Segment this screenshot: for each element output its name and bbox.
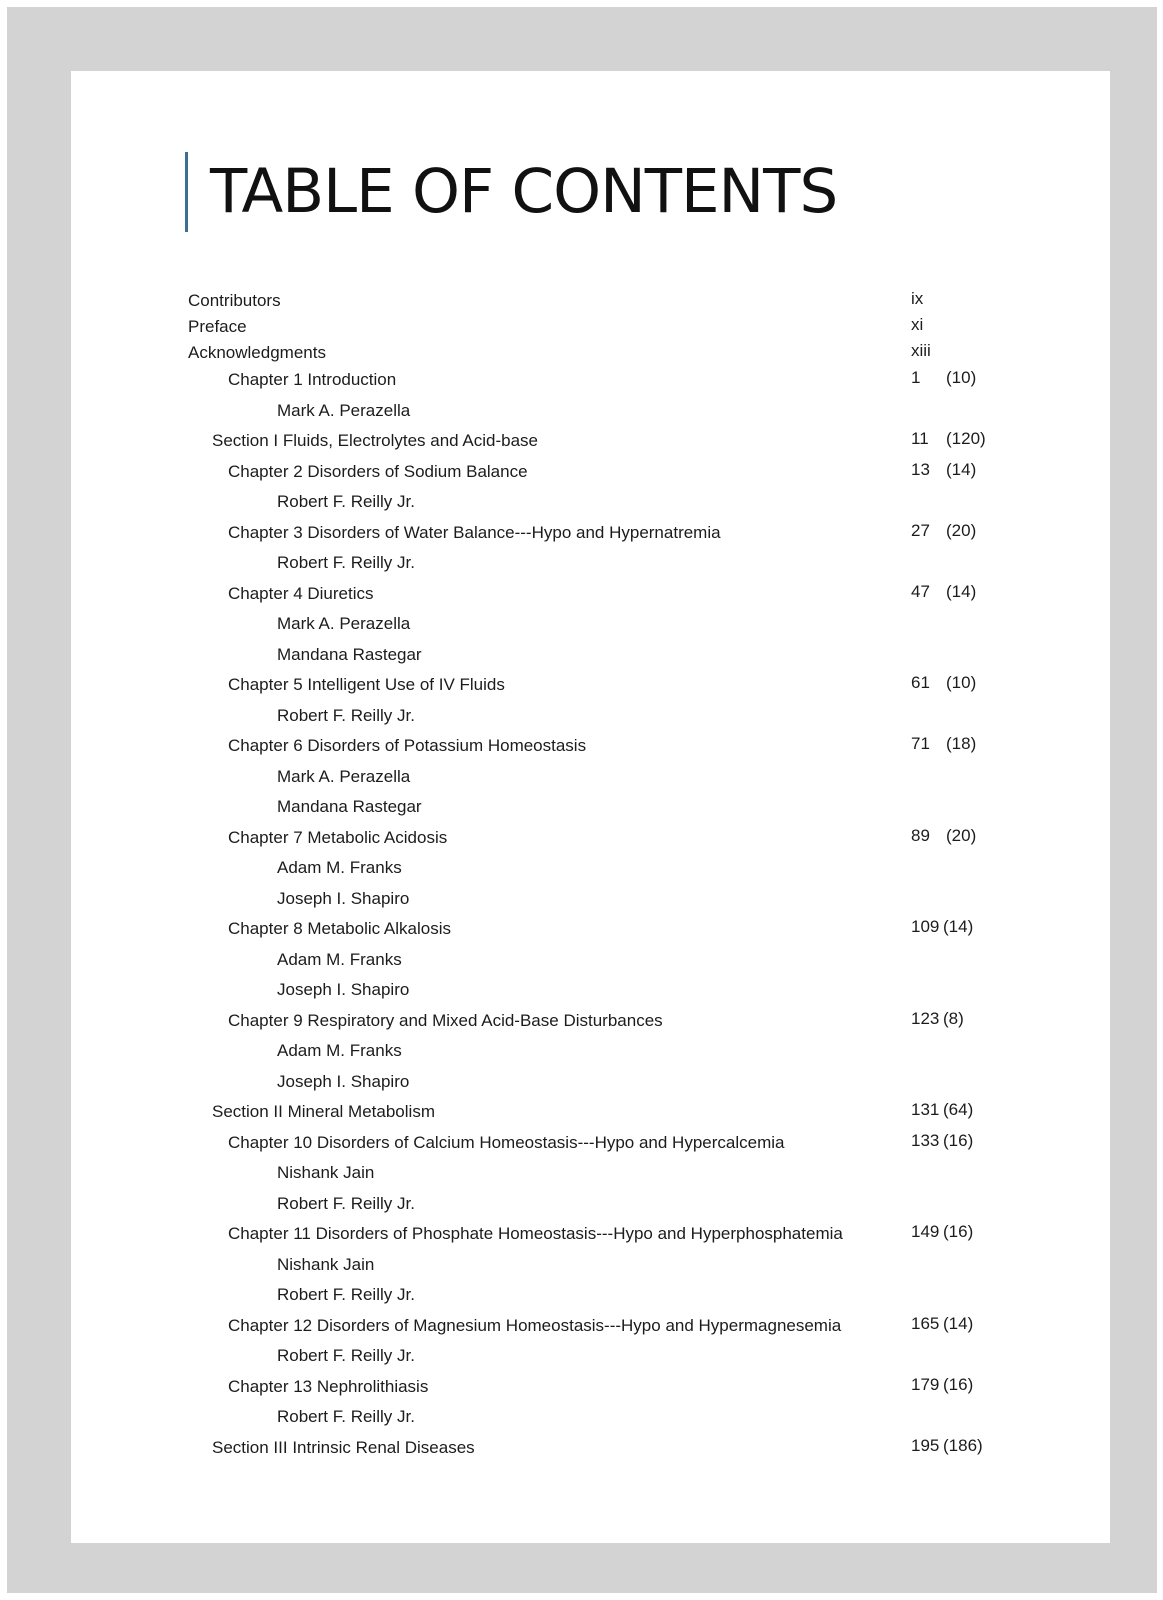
toc-page-count: (64) xyxy=(943,1100,974,1119)
toc-page-count: (14) xyxy=(943,1313,974,1333)
toc-author-entry xyxy=(71,1281,1110,1311)
toc-chapter-entry xyxy=(71,915,1110,945)
toc-chapter-entry xyxy=(71,732,1110,762)
toc-entry-label: Chapter 11 Disorders of Phosphate Homeostasis---Hypo and Hyperphosphatemia xyxy=(228,1224,843,1243)
toc-page-number: 195 xyxy=(911,1435,940,1455)
document-page xyxy=(71,71,1110,1543)
toc-page-number: xi xyxy=(911,315,924,334)
toc-entry-label: Chapter 12 Disorders of Magnesium Homeostasis---Hypo and Hypermagnesemia xyxy=(228,1315,842,1335)
toc-page-number: 179 xyxy=(911,1374,940,1394)
toc-entry-label: Joseph I. Shapiro xyxy=(277,980,410,999)
toc-chapter-entry xyxy=(71,824,1110,854)
toc-chapter-entry xyxy=(71,1312,1110,1342)
toc-entry-label: Mandana Rastegar xyxy=(277,644,422,664)
toc-entry-label: Robert F. Reilly Jr. xyxy=(277,705,415,725)
toc-page-number: 61 xyxy=(911,673,930,692)
toc-entry-label: Chapter 2 Disorders of Sodium Balance xyxy=(228,461,528,481)
toc-chapter-entry xyxy=(71,458,1110,488)
toc-author-entry xyxy=(71,946,1110,976)
toc-page-number: 11 xyxy=(911,429,929,448)
toc-entry-label: Adam M. Franks xyxy=(277,858,402,877)
toc-entry-label: Robert F. Reilly Jr. xyxy=(277,1407,415,1426)
title-accent-bar xyxy=(185,152,188,232)
toc-author-entry xyxy=(71,976,1110,1006)
toc-entry-label: Chapter 8 Metabolic Alkalosis xyxy=(228,919,452,938)
toc-entry-label: Chapter 3 Disorders of Water Balance---Hypo and Hypernatremia xyxy=(228,522,721,542)
toc-chapter-entry xyxy=(71,1129,1110,1159)
toc-page-count: (14) xyxy=(943,917,974,936)
toc-page-number: 133 xyxy=(911,1130,940,1150)
toc-entry-label: Chapter 1 Introduction xyxy=(228,370,397,389)
toc-entry-label: Chapter 6 Disorders of Potassium Homeostasis xyxy=(228,736,587,755)
toc-entry-label: Section I Fluids, Electrolytes and Acid-base xyxy=(212,431,538,450)
toc-author-entry xyxy=(71,763,1110,793)
toc-chapter-entry xyxy=(71,1007,1110,1037)
toc-author-entry xyxy=(71,1251,1110,1281)
toc-page-number: 123 xyxy=(911,1008,940,1028)
toc-page-number: 47 xyxy=(911,581,930,601)
toc-entry-label: Mark A. Perazella xyxy=(277,400,411,420)
table-of-contents xyxy=(71,287,1110,1540)
toc-page-count: (186) xyxy=(943,1435,983,1455)
page-title: TABLE OF CONTENTS xyxy=(210,156,838,227)
toc-chapter-entry xyxy=(71,1373,1110,1403)
toc-page-count: (14) xyxy=(946,581,977,601)
toc-author-entry xyxy=(71,549,1110,579)
toc-entry-label: Chapter 10 Disorders of Calcium Homeostasis---Hypo and Hypercalcemia xyxy=(228,1132,785,1152)
toc-entry-label: Robert F. Reilly Jr. xyxy=(277,1285,415,1304)
toc-page-number: 1 xyxy=(911,368,921,387)
toc-section-entry xyxy=(71,1434,1110,1464)
toc-page-count: (10) xyxy=(946,673,977,692)
toc-page-count: (20) xyxy=(946,520,977,540)
toc-page-count: (16) xyxy=(943,1222,974,1241)
toc-page-count: (16) xyxy=(943,1374,974,1394)
toc-entry-label: Mark A. Perazella xyxy=(277,614,411,633)
toc-author-entry xyxy=(71,1342,1110,1372)
toc-entry-label: Mark A. Perazella xyxy=(277,766,411,786)
toc-entry-label: Robert F. Reilly Jr. xyxy=(277,1346,415,1365)
toc-author-entry xyxy=(71,1068,1110,1098)
toc-entry-label: Acknowledgments xyxy=(188,343,326,362)
toc-page-number: 89 xyxy=(911,825,930,845)
toc-chapter-entry xyxy=(71,1220,1110,1250)
toc-entry-label: Adam M. Franks xyxy=(277,1041,402,1060)
toc-author-entry xyxy=(71,1190,1110,1220)
toc-author-entry xyxy=(71,397,1110,427)
toc-entry-label: Joseph I. Shapiro xyxy=(277,888,410,908)
toc-chapter-entry xyxy=(71,366,1110,396)
toc-page-number: 71 xyxy=(911,734,930,753)
toc-chapter-entry xyxy=(71,671,1110,701)
toc-entry-label: Nishank Jain xyxy=(277,1163,375,1182)
toc-author-entry xyxy=(71,641,1110,671)
toc-author-entry xyxy=(71,854,1110,884)
toc-section-entry xyxy=(71,427,1110,457)
toc-page-number: 27 xyxy=(911,520,930,540)
toc-entry-label: Robert F. Reilly Jr. xyxy=(277,492,415,511)
toc-page-count: (18) xyxy=(946,734,977,753)
toc-entry-label: Preface xyxy=(188,317,247,336)
toc-entry-label: Chapter 7 Metabolic Acidosis xyxy=(228,827,448,847)
toc-page-number: 109 xyxy=(911,917,940,936)
toc-author-entry xyxy=(71,488,1110,518)
toc-entry-label: Adam M. Franks xyxy=(277,949,402,969)
toc-author-entry xyxy=(71,793,1110,823)
toc-page-count: (14) xyxy=(946,459,977,479)
toc-page-count: (16) xyxy=(943,1130,974,1150)
toc-author-entry xyxy=(71,610,1110,640)
toc-entry-label: Robert F. Reilly Jr. xyxy=(277,553,415,572)
toc-chapter-entry xyxy=(71,580,1110,610)
toc-author-entry xyxy=(71,1403,1110,1433)
toc-entry-label: Chapter 5 Intelligent Use of IV Fluids xyxy=(228,675,505,694)
toc-author-entry xyxy=(71,1037,1110,1067)
toc-entry-label: Section II Mineral Metabolism xyxy=(212,1102,435,1121)
toc-author-entry xyxy=(71,885,1110,915)
toc-entry-label: Nishank Jain xyxy=(277,1254,375,1274)
toc-entry-label: Joseph I. Shapiro xyxy=(277,1071,410,1091)
toc-page-number: ix xyxy=(911,289,924,308)
toc-page-number: 165 xyxy=(911,1313,940,1333)
toc-page-count: (10) xyxy=(946,368,977,387)
toc-page-count: (20) xyxy=(946,825,977,845)
toc-entry-label: Section III Intrinsic Renal Diseases xyxy=(212,1437,475,1457)
toc-page-count: (120) xyxy=(946,429,986,448)
toc-section-entry xyxy=(71,1098,1110,1128)
toc-entry-label: Chapter 9 Respiratory and Mixed Acid-Base Disturbances xyxy=(228,1010,663,1030)
page-frame xyxy=(7,7,1157,1593)
toc-entry-label: Contributors xyxy=(188,291,281,310)
toc-author-entry xyxy=(71,702,1110,732)
toc-page-number: 13 xyxy=(911,459,930,479)
toc-page-number: 149 xyxy=(911,1222,940,1241)
toc-entry-label: Chapter 4 Diuretics xyxy=(228,583,374,603)
toc-page-number: 131 xyxy=(911,1100,940,1119)
toc-page-count: (8) xyxy=(943,1008,964,1028)
toc-chapter-entry xyxy=(71,519,1110,549)
toc-author-entry xyxy=(71,1159,1110,1189)
toc-frontmatter-entry xyxy=(71,339,1110,369)
toc-entry-label: Robert F. Reilly Jr. xyxy=(277,1193,415,1213)
toc-page-number: xiii xyxy=(911,341,931,360)
toc-entry-label: Mandana Rastegar xyxy=(277,797,422,816)
toc-entry-label: Chapter 13 Nephrolithiasis xyxy=(228,1376,429,1396)
